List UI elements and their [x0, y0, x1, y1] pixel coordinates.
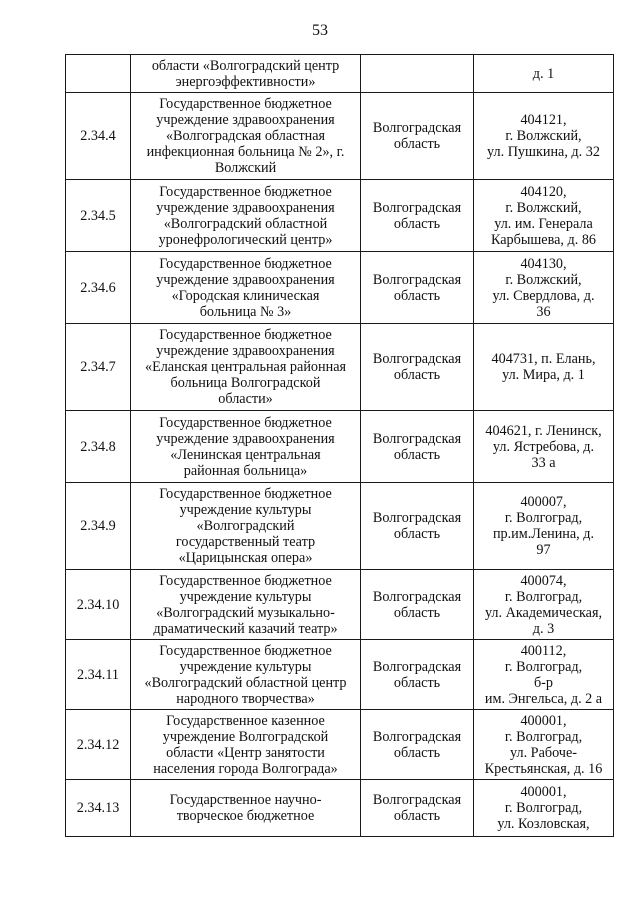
address-text: 400001, г. Волгоград, ул. Козловская,	[497, 784, 590, 832]
address-text: 404621, г. Ленинск, ул. Ястребова, д. 33 а	[485, 422, 602, 471]
institution-name-text: Государственное бюджетное учреждение здравоохранения «Городская клиническая больница № 3»	[156, 255, 335, 320]
address-text: 404130, г. Волжский, ул. Свердлова, д. 36	[492, 255, 595, 320]
row-number-cell	[66, 252, 131, 324]
table-row	[66, 324, 614, 411]
region-text: Волгоградская область	[372, 351, 462, 383]
institution-name-text: Государственное бюджетное учреждение здравоохранения «Волгоградский областной уронефрологический центр»	[156, 183, 335, 248]
page-number: 53	[312, 22, 328, 39]
address-cell	[474, 411, 614, 483]
institution-name-cell	[131, 483, 361, 570]
row-number-text: 2.34.6	[80, 279, 116, 296]
address-cell	[474, 710, 614, 780]
row-number-cell	[66, 411, 131, 483]
row-number-text: 2.34.8	[80, 438, 116, 455]
institution-name-cell	[131, 570, 361, 640]
table-row	[66, 483, 614, 570]
table-row	[66, 640, 614, 710]
region-text: Волгоградская область	[372, 792, 462, 824]
address-cell	[474, 324, 614, 411]
region-cell	[361, 710, 474, 780]
region-text: Волгоградская область	[372, 728, 462, 761]
institution-name-text: Государственное научно- творческое бюджетное	[169, 792, 322, 824]
region-cell	[361, 55, 474, 93]
address-text: 404731, п. Елань, ул. Мира, д. 1	[491, 351, 596, 383]
row-number-text: 2.34.13	[76, 800, 120, 816]
row-number-text: 2.34.5	[80, 207, 116, 224]
address-cell	[474, 780, 614, 837]
address-cell	[474, 252, 614, 324]
institution-name-cell	[131, 640, 361, 710]
region-text: Волгоградская область	[372, 271, 462, 304]
institution-name-cell	[131, 324, 361, 411]
table-row	[66, 710, 614, 780]
row-number-cell	[66, 93, 131, 180]
row-number-text: 2.34.9	[80, 518, 116, 534]
address-text: д. 1	[532, 65, 555, 82]
address-text: 400074, г. Волгоград, ул. Академическая, д. 3	[484, 572, 603, 637]
institution-name-text: области «Волгоградский центр энергоэффективности»	[151, 57, 340, 90]
row-number-cell	[66, 324, 131, 411]
table-row	[66, 180, 614, 252]
region-cell	[361, 640, 474, 710]
address-cell	[474, 570, 614, 640]
registry-table	[65, 54, 614, 837]
institution-name-cell	[131, 710, 361, 780]
row-number-cell	[66, 640, 131, 710]
region-cell	[361, 780, 474, 837]
region-cell	[361, 411, 474, 483]
address-cell	[474, 483, 614, 570]
address-text: 404121, г. Волжский, ул. Пушкина, д. 32	[487, 112, 600, 160]
row-number-cell	[66, 55, 131, 93]
region-cell	[361, 180, 474, 252]
institution-name-text: Государственное казенное учреждение Волгоградской области «Центр занятости населения города Волгограда»	[153, 712, 338, 777]
region-text: Волгоградская область	[372, 510, 462, 542]
row-number-text: 2.34.7	[80, 359, 116, 375]
institution-name-text: Государственное бюджетное учреждение здравоохранения «Волгоградская областная инфекционная больница № 2», г. Волжский	[146, 96, 345, 176]
address-cell	[474, 180, 614, 252]
institution-name-text: Государственное бюджетное учреждение здравоохранения «Ленинская центральная районная больница»	[156, 414, 335, 479]
region-text: Волгоградская область	[372, 120, 462, 152]
address-text: 400112, г. Волгоград, б-р им. Энгельса, д. 2 а	[484, 642, 603, 707]
region-cell	[361, 93, 474, 180]
row-number-cell	[66, 710, 131, 780]
table-row	[66, 252, 614, 324]
region-text: Волгоградская область	[372, 588, 462, 621]
row-number-text: 2.34.11	[76, 666, 120, 683]
table-row	[66, 780, 614, 837]
institution-name-cell	[131, 780, 361, 837]
table-row	[66, 93, 614, 180]
address-text: 404120, г. Волжский, ул. им. Генерала Карбышева, д. 86	[490, 183, 597, 248]
row-number-text: 2.34.10	[76, 596, 120, 613]
address-text: 400007, г. Волгоград, пр.им.Ленина, д. 97	[492, 494, 595, 558]
row-number-text: 2.34.12	[76, 736, 120, 753]
institution-name-cell	[131, 55, 361, 93]
institution-name-text: Государственное бюджетное учреждение здравоохранения «Еланская центральная районная больница Волгоградской области»	[144, 327, 347, 407]
row-number-cell	[66, 570, 131, 640]
table-row	[66, 570, 614, 640]
address-cell	[474, 640, 614, 710]
institution-name-cell	[131, 180, 361, 252]
region-text: Волгоградская область	[372, 658, 462, 691]
row-number-cell	[66, 780, 131, 837]
institution-name-text: Государственное бюджетное учреждение культуры «Волгоградский областной центр народного творчества»	[144, 642, 347, 707]
table-row	[66, 411, 614, 483]
row-number-cell	[66, 483, 131, 570]
registry-table-body	[66, 55, 614, 837]
address-cell	[474, 93, 614, 180]
institution-name-cell	[131, 252, 361, 324]
region-cell	[361, 324, 474, 411]
table-row	[66, 55, 614, 93]
region-text: Волгоградская область	[372, 430, 462, 463]
address-cell	[474, 55, 614, 93]
address-text: 400001, г. Волгоград, ул. Рабоче- Крестьянская, д. 16	[484, 712, 603, 777]
institution-name-cell	[131, 93, 361, 180]
region-cell	[361, 483, 474, 570]
row-number-text: 2.34.4	[80, 128, 116, 144]
region-cell	[361, 570, 474, 640]
institution-name-text: Государственное бюджетное учреждение культуры «Волгоградский государственный театр «Царицынская опера»	[159, 486, 332, 566]
region-text: Волгоградская область	[372, 199, 462, 232]
institution-name-cell	[131, 411, 361, 483]
region-cell	[361, 252, 474, 324]
institution-name-text: Государственное бюджетное учреждение культуры «Волгоградский музыкально- драматический казачий театр»	[153, 572, 338, 637]
row-number-cell	[66, 180, 131, 252]
